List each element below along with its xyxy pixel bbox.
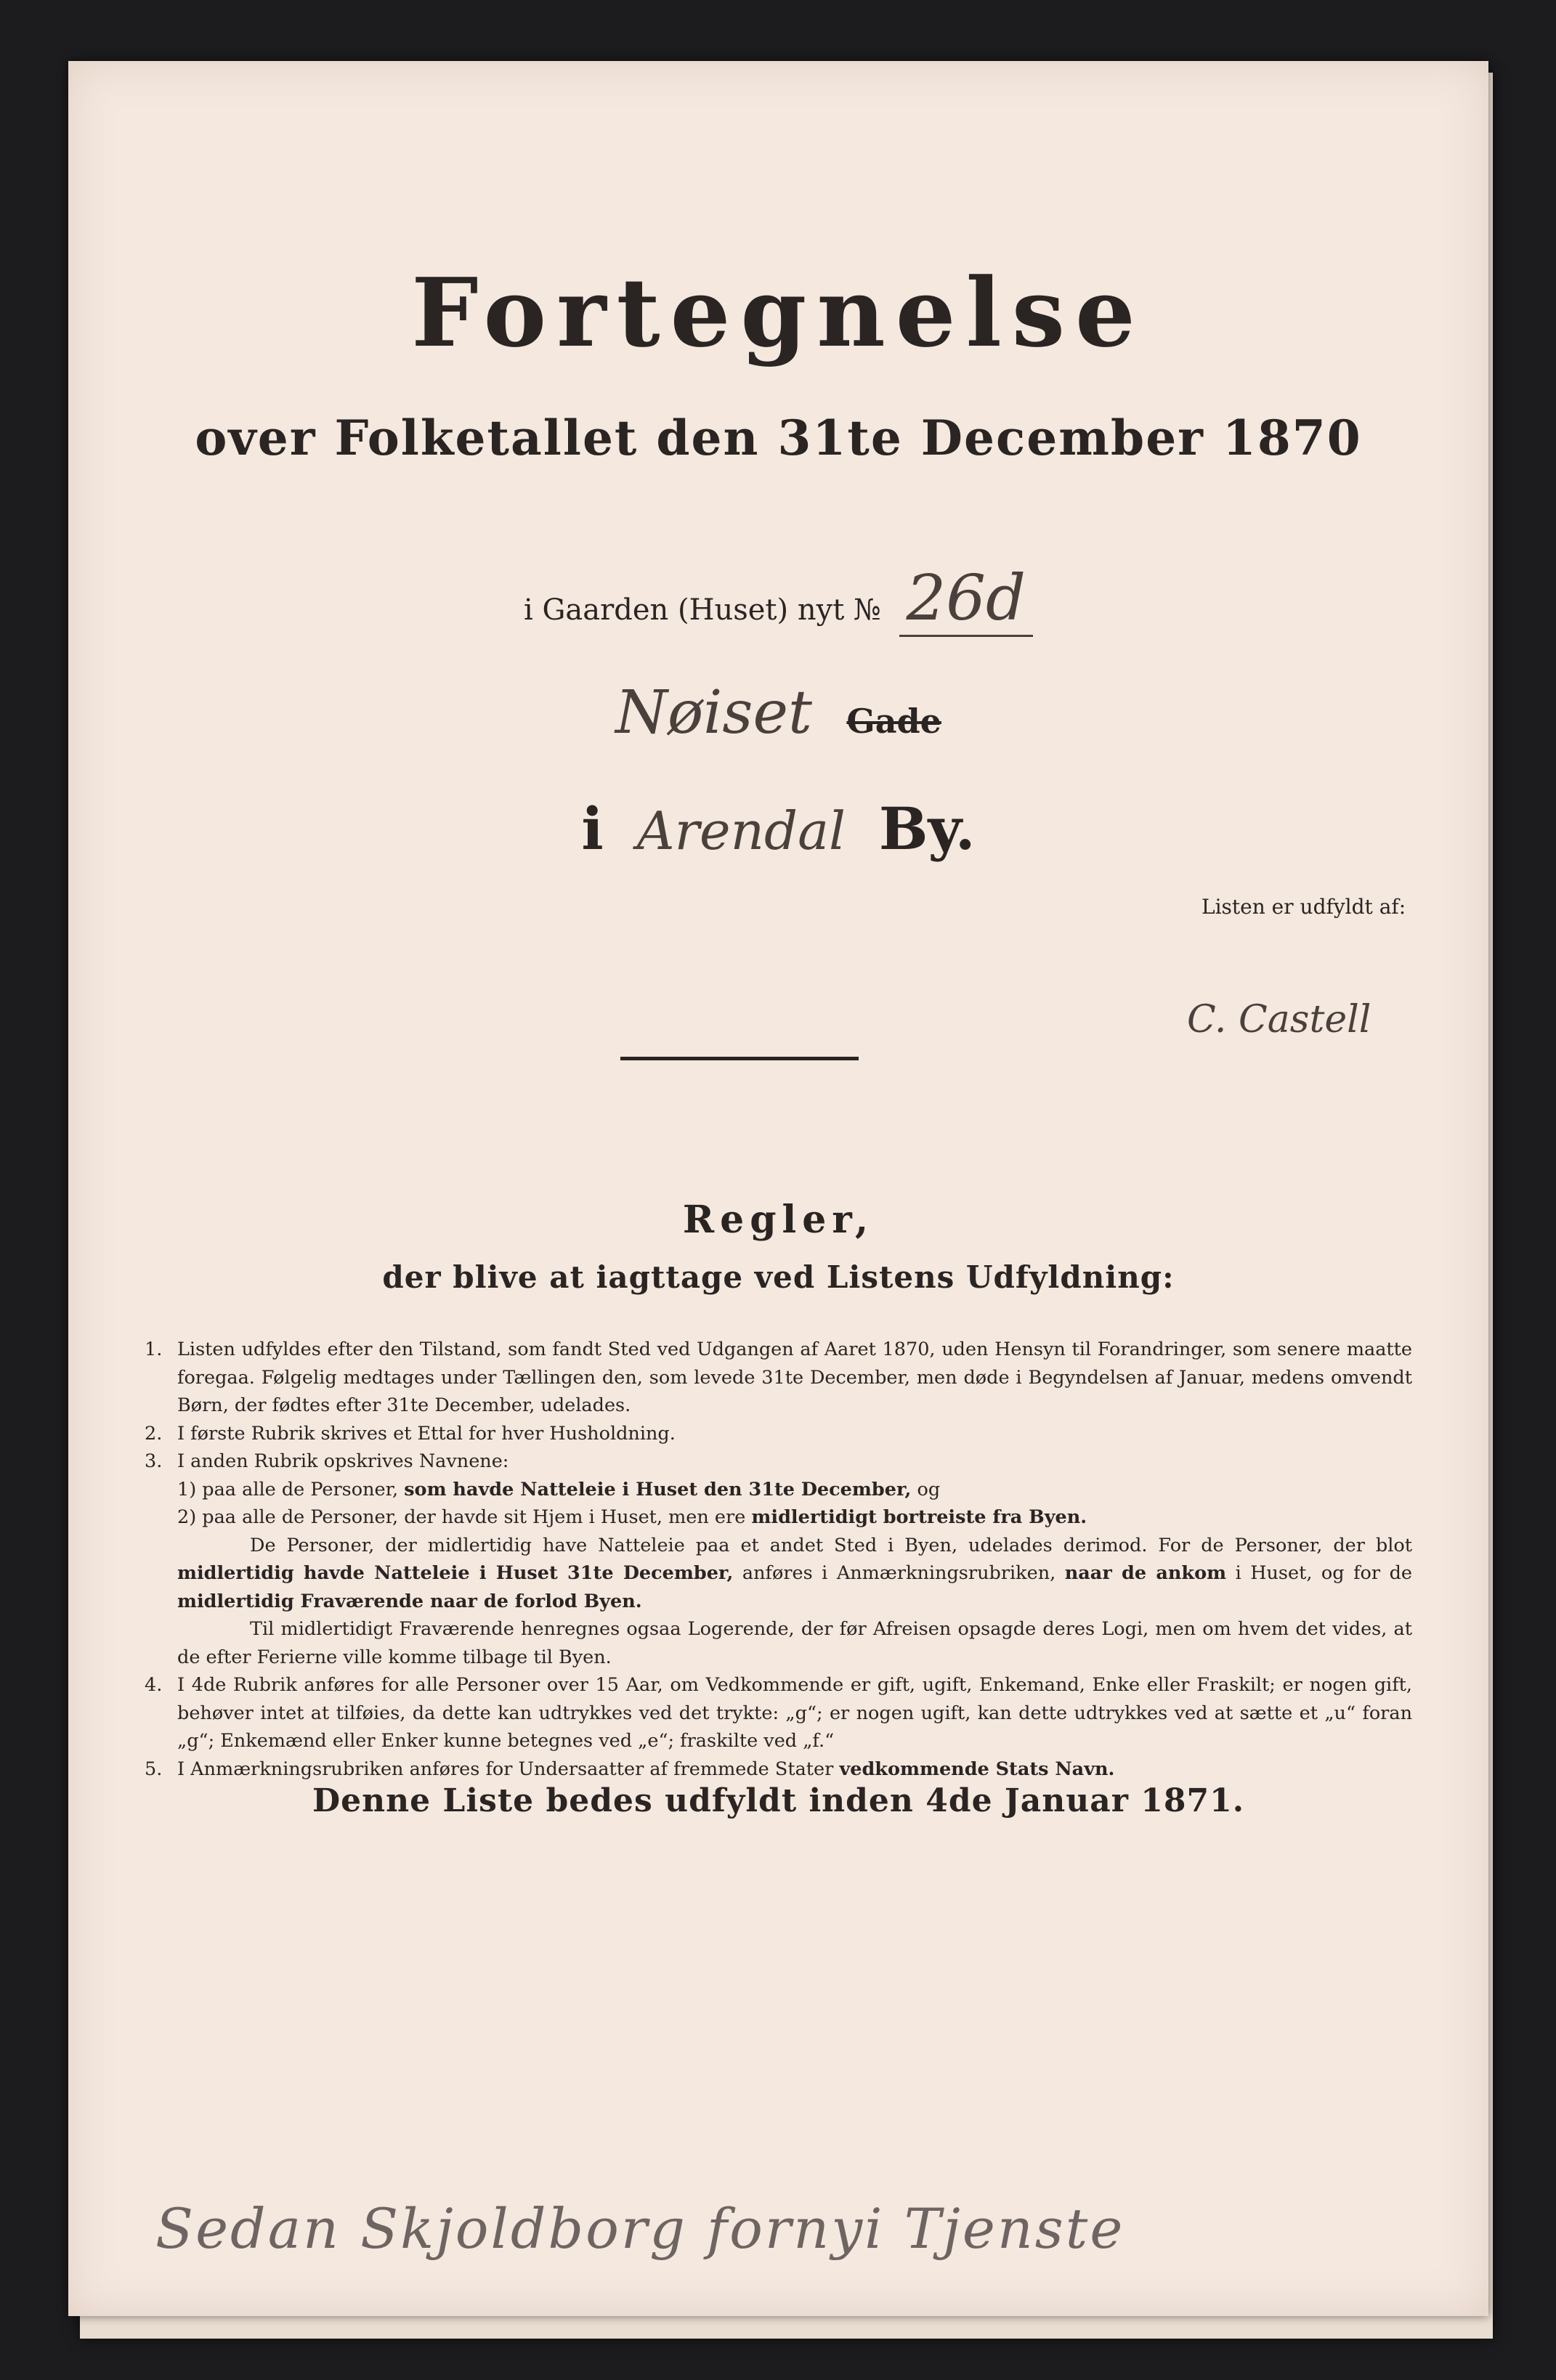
rule-text: I første Rubrik skrives et Ettal for hver Husholdning. — [177, 1422, 676, 1445]
rule-number: 1. — [145, 1339, 163, 1360]
rule-3-paragraph-2: Til midlertidigt Fraværende henregnes ogsaa Logerende, der før Afreisen opsagde deres Logi, men om hvem det vides, at de efter Ferierne ville komme tilbage til Byen. — [177, 1618, 1412, 1668]
rule-text: I anden Rubrik opskrives Navnene: — [177, 1450, 509, 1472]
rule-text — [177, 1755, 1412, 1784]
rule-3c-emphasis-3: midlertidig Fraværende naar de forlod Byen. — [177, 1590, 642, 1612]
rule-3-paragraph-1 — [145, 1532, 1412, 1616]
rule-3b-text: 2) paa alle de Personer, der havde sit Hjem i Huset, men ere — [177, 1506, 746, 1528]
house-number-line — [68, 562, 1488, 635]
deadline-notice: Denne Liste bedes udfyldt inden 4de Januar 1871. — [312, 1782, 1245, 1819]
rules-heading: Regler, — [682, 1198, 875, 1242]
rule-3a-tail: og — [917, 1478, 941, 1500]
rule-3c-text: De Personer, der midlertidig have Natteleie paa et andet Sted i Byen, udelades derimod. For de Personer, der blot — [250, 1534, 1412, 1556]
rule-5-emphasis: vedkommende Stats Navn. — [839, 1758, 1115, 1780]
rule-2 — [145, 1420, 1412, 1448]
census-form-page — [68, 61, 1488, 2316]
form-title: Fortegnelse — [411, 257, 1146, 368]
filled-by-signature: C. Castell — [1187, 998, 1371, 1041]
street-line — [68, 678, 1488, 747]
rule-4 — [145, 1671, 1412, 1755]
rule-3a-text: 1) paa alle de Personer, — [177, 1478, 399, 1500]
rule-number: 4. — [145, 1674, 163, 1696]
rule-3 — [145, 1447, 1412, 1476]
rule-text: Listen udfyldes efter den Tilstand, som fandt Sted ved Udgangen af Aaret 1870, uden Hensyn til Forandringer, som senere maatte foregaa. Følgelig medtages under Tællingen den, som levede 31te December, men døde i Begyndelsen af Januar, medens omvendt Børn, der fødtes efter 31te December, udelades. — [177, 1339, 1412, 1416]
filled-by-label: Listen er udfyldt af: — [1202, 895, 1406, 919]
rule-3-item-1 — [145, 1476, 1412, 1504]
rule-3c-emphasis-2: naar de ankom — [1064, 1562, 1227, 1584]
rule-5-text: I Anmærkningsrubriken anføres for Undersaatter af fremmede Stater — [177, 1758, 834, 1780]
rule-1 — [145, 1336, 1412, 1420]
rules-list — [145, 1336, 1412, 1783]
street-handwritten: Nøiset — [615, 678, 812, 747]
form-subtitle: over Folketallet den 31te December 1870 — [195, 410, 1362, 466]
handwritten-note: Sedan Skjoldborg fornyi Tjenste — [155, 2196, 1125, 2261]
rule-number: 3. — [145, 1450, 163, 1472]
town-prefix: i — [581, 795, 604, 863]
town-line — [68, 795, 1488, 863]
divider-rule — [620, 1057, 859, 1060]
rule-number: 5. — [145, 1758, 163, 1780]
rule-3c-emphasis-1: midlertidig havde Natteleie i Huset 31te December, — [177, 1562, 734, 1584]
rule-text: I 4de Rubrik anføres for alle Personer over 15 Aar, om Vedkommende er gift, ugift, Enkemand, Enke eller Fraskilt; er nogen gift, behøver intet at tilføies, da dette kan udtrykkes ved det trykte: „g“; er nogen ugift, kan dette udtrykkes ved at sætte et „u“ foran „g“; Enkemænd eller Enker kunne betegnes ved „e“; fraskilte ved „f.“ — [177, 1674, 1412, 1752]
street-printed-struck: Gade — [846, 702, 941, 741]
rule-5 — [145, 1755, 1412, 1784]
house-prefix: i Gaarden (Huset) nyt № — [523, 593, 881, 627]
town-handwritten: Arendal — [636, 800, 846, 861]
rules-subheading: der blive at iagttage ved Listens Udfyldning: — [382, 1259, 1175, 1295]
rule-3a-emphasis: som havde Natteleie i Huset den 31te December, — [404, 1478, 912, 1500]
rule-3b-emphasis: midlertidigt bortreiste fra Byen. — [751, 1506, 1087, 1528]
rule-3c-text-2: anføres i Anmærkningsrubriken, — [742, 1562, 1056, 1584]
rule-3c-text-3: i Huset, og for de — [1235, 1562, 1412, 1584]
house-number-handwritten: 26d — [899, 562, 1033, 637]
rule-3-item-2 — [145, 1503, 1412, 1532]
town-suffix: By. — [878, 795, 976, 863]
rule-number: 2. — [145, 1422, 163, 1445]
